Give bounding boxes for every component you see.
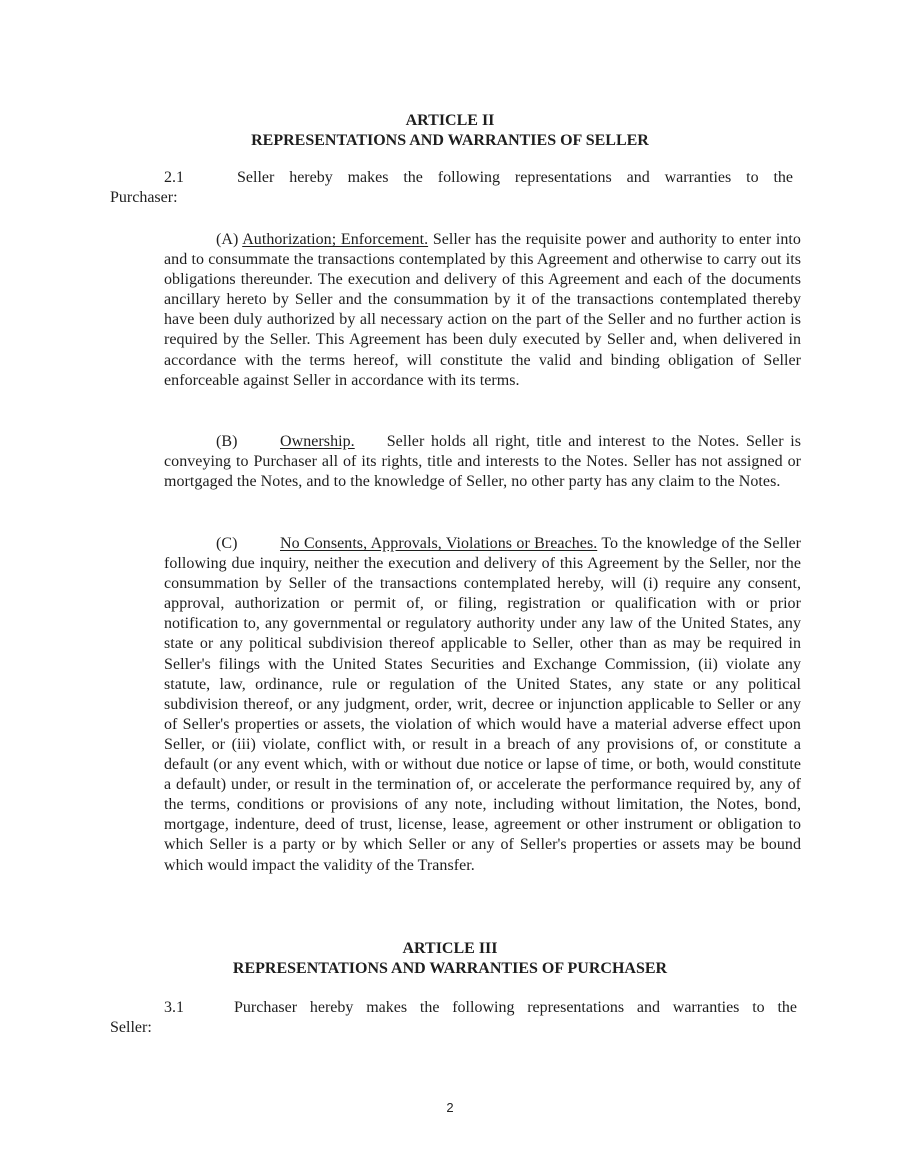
section-2-1 (164, 168, 793, 188)
article-3-number: ARTICLE III (402, 940, 498, 957)
section-3-1-number: 3.1 (164, 999, 184, 1016)
paragraph-b-body: Seller holds all right, title and interest to the Notes. Seller is conveying to Purchaser all of its rights, title and interests to the Notes. Seller has not assigned or mortgaged the Notes, and to the knowledge of Seller, no other party has any claim to the Notes. (164, 433, 801, 491)
section-2-1-text: Seller hereby makes the following representations and warranties to the (237, 169, 793, 186)
section-3-1-continuation: Seller: (110, 1019, 152, 1036)
article-2-heading (0, 111, 900, 151)
paragraph-a-body: Seller has the requisite power and authority to enter into and to consummate the transactions contemplated by this Agreement and otherwise to carry out its obligations thereunder. The execution and delivery of this Agreement and each of the documents ancillary hereto by Seller and the consummation by it of the transactions contemplated thereby have been duly authorized by all necessary action on the part of the Seller and no further action is required by the Seller. This Agreement has been duly executed by Seller and, when delivered in accordance with the terms hereof, will constitute the valid and binding obligation of Seller enforceable against Seller in accordance with its terms. (164, 231, 801, 389)
paragraph-c-label: (C) (216, 535, 238, 552)
paragraph-c-body: To the knowledge of the Seller following due inquiry, neither the execution and delivery of this Agreement by the Seller, nor the consummation by Seller of the transactions contemplated hereby, will (i) require any consent, approval, authorization or permit of, or filing, registration or qualification with or prior notification to, any governmental or regulatory authority under any law of the United States, any state or any political subdivision thereof applicable to Seller, other than as may be required in Seller's filings with the United States Securities and Exchange Commission, (ii) violate any statute, law, ordinance, rule or regulation of the United States, any state or any political subdivision thereof, or any judgment, order, writ, decree or injunction applicable to Seller or any of Seller's properties or assets, the violation of which would have a material adverse effect upon Seller, or (iii) violate, conflict with, or result in a breach of any provisions of, or constitute a default (or any event which, with or without due notice or lapse of time, or both, would constitute a default) under, or result in the termination of, or accelerate the performance required by, any of the terms, conditions or provisions of any note, including without limitation, the Notes, bond, mortgage, indenture, deed of trust, license, lease, agreement or other instrument or obligation to which Seller is a party or by which Seller or any of Seller's properties or assets may be bound which would impact the validity of the Transfer. (164, 535, 801, 874)
paragraph-b-heading: Ownership. (280, 433, 355, 450)
paragraph-a-heading: Authorization; Enforcement. (242, 231, 429, 248)
section-3-1 (164, 998, 797, 1018)
article-2-number: ARTICLE II (405, 112, 495, 129)
article-2-title: REPRESENTATIONS AND WARRANTIES OF SELLER (251, 132, 649, 149)
paragraph-a-label: (A) (216, 231, 239, 248)
paragraph-b (164, 432, 801, 492)
paragraph-a (164, 230, 801, 391)
paragraph-c (164, 534, 801, 876)
section-2-1-number: 2.1 (164, 169, 184, 186)
page-number: 2 (446, 1100, 454, 1115)
paragraph-c-heading: No Consents, Approvals, Violations or Breaches. (280, 535, 598, 552)
article-3-title: REPRESENTATIONS AND WARRANTIES OF PURCHASER (232, 960, 668, 977)
paragraph-b-label: (B) (216, 433, 238, 450)
section-3-1-text: Purchaser hereby makes the following representations and warranties to the (234, 999, 797, 1016)
article-3-heading (0, 939, 900, 979)
section-2-1-continuation: Purchaser: (110, 189, 178, 206)
